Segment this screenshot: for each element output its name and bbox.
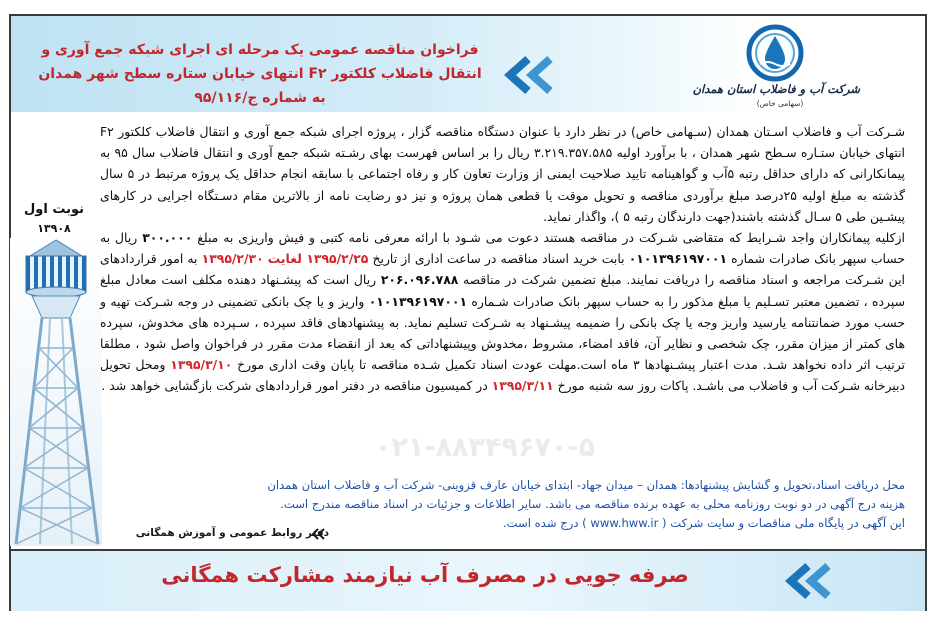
footer-slogan: صرفه جویی در مصرف آب نیازمند مشارکت همگانی [161, 563, 689, 587]
text-segment: واریز و یا چک بانکی تضمینی در وجه شـرکت تهیه و حسب مورد ضمانتنامه یارسید واریز وجه یا چک بانکی را ضمیمه پیشـنهاد به شـرکت تسلیم نماید. به پیشنهادهای فاقد سپرده ، سـپرده های مخدوش، سپرده های کمتر از میزان مقرر، چک شخصی و نظایر آن، فاقد امضاء، مشروط ،مخدوش وپیشنهاداتی که بعد از انقضاء مدت مقرر در فراخوان واصل شود ، مطلقا ترتیب اثر داده نخواهد شـد. مدت اعتبار پیشـنهادها ۳ ماه است.مهلت عودت اسناد تکمیل شـده مناقصه تا پایان وقت اداری مورخ [100, 293, 906, 373]
double-chevron-left-icon [782, 563, 836, 599]
text-segment: بابت خرید اسناد مناقصه در ساعت اداری از تاریخ [368, 251, 629, 267]
highlighted-date: ۱۳۹۵/۳/۱۱ [491, 378, 554, 394]
contact-line-website: این آگهی در پایگاه ملی مناقصات و سایت شرکت ( www.hww.ir ) درج شده است. [502, 516, 905, 530]
body-paragraph-1: شـرکت آب و فاضلاب اسـتان همدان (سـهامی خاص) در نظر دارد با عنوان دستگاه مناقصه گزار ، پروژه اجرای شبکه جمع آوری و انتقال فاضلاب کلکتور F۲ انتهای خیابان ستـاره سـطح شهر همدان ، با برآورد اولیه ۳.۲۱۹.۳۵۷.۵۸۵ ریال را بر اساس فهرست بهای رشـته شبکه جمع آوری و انتقال فاضلاب سال ۹۵ به پیمانکارانی که دارای حداقل رتبه ۵آب و گواهینامه تایید صلاحیت ایمنی از وزارت تعاون کار و رفاه اجتماعی با سابقه انجام حداقل یک پروژه مرتبط در ۵ سال گذشته به مبلغ اولیه ۲۵درصد مبلغ برآوردی مناقصه و تحویل موقت یا قطعی همان پروژه و نیز دو رضایت نامه از بالاترین مقام دسـتگاه اجرایی در کارهای پیشـین طی ۵ سـال گذشته باشند(جهت دارندگان رتبه ۵ )، واگذار نماید. [100, 124, 905, 224]
notice-title [22, 38, 498, 110]
body-paragraph-2 [100, 227, 905, 397]
water-tower-image [10, 238, 102, 546]
text-segment: ریال است که پیشـنهاد دهنده مکلف است معادل مبلغ سپرده ، تضمین معتبر تسـلیم یا مبلغ مذکور را به حساب سپهر بانک صادرات شـماره [100, 272, 905, 309]
pr-office-label: دفتر روابط عمومی و آموزش همگانی [135, 527, 329, 539]
highlighted-date: ۱۳۹۵/۲/۳۰ [201, 251, 264, 267]
title-line-1: فراخوان مناقصه عمومی یک مرحله ای اجرای شبکه جمع آوری و [41, 42, 479, 58]
round-label: نوبت اول [23, 202, 85, 217]
text-segment: ومحل تحویل دبیرخانه شـرکت آب و فاضلاب می باشـد. پاکات روز سه شنبه مورخ [100, 357, 905, 394]
highlighted-number: ۳۰۰.۰۰۰ [142, 230, 193, 246]
contact-info [150, 476, 905, 533]
highlighted-number: ۰۱۰۱۳۹۶۱۹۷۰۰۱ [628, 251, 728, 267]
highlighted-number: ۲۰۶.۰۹۶.۷۸۸ [380, 272, 459, 288]
highlighted-number: ۰۱۰۱۳۹۶۱۹۷۰۰۱ [368, 293, 468, 309]
highlighted-date: ۱۳۹۵/۳/۱۰ [170, 357, 233, 373]
text-segment: ازکلیه پیمانکاران واجد شـرایط که متقاضی شـرکت در مناقصه هستند دعوت می شـود با ارائه معرفی نامه کتبی و فیش واریزی به مبلغ [192, 230, 905, 246]
double-chevron-left-icon [498, 56, 560, 94]
title-line-2: انتقال فاضلاب کلکتور F۲ انتهای خیابان ستاره سطح شهر همدان [38, 66, 482, 82]
contact-line-address: محل دریافت اسناد،تحویل و گشایش پیشنهادها: همدان – میدان جهاد- ابتدای خیابان عارف قزوینی- شرکت آب و فاضلاب استان همدان [267, 478, 905, 492]
round-code: ۱۳۹۰۸ [37, 222, 71, 235]
logo-org-type: (سهامی خاص) [756, 99, 804, 108]
notice-body [100, 121, 905, 475]
title-line-3: به شماره ج/۹۵/۱۱۶ [194, 90, 326, 106]
text-segment: ریال به حساب سپهر بانک صادرات شماره [100, 230, 905, 267]
contact-line-cost: هزینه درج آگهی در دو نوبت روزنامه محلی به عهده برنده مناقصه می باشد. سایر اطلاعات و جزئیات در اسناد مناقصه مندرج است. [280, 497, 905, 511]
logo-org-name: شرکت آب و فاضلاب استان همدان [692, 82, 860, 96]
small-chevron-icon [312, 528, 326, 540]
water-drop-logo-icon [744, 24, 806, 82]
highlighted-date: ۱۳۹۵/۲/۲۵ لغایت [267, 251, 369, 267]
watermark-phone: ۰۲۱-۸۸۳۴۹۶۷۰-۵ [374, 432, 596, 463]
text-segment: در کمیسیون مناقصه در دفتر امور قراردادهای شرکت بازگشایی خواهد شد . [101, 378, 492, 394]
text-segment: به امور قراردادهای این شـرکت مراجعه و اسناد مناقصه را دریافت نمایند. مبلغ تضمین شرکت در مناقصه [100, 251, 905, 288]
